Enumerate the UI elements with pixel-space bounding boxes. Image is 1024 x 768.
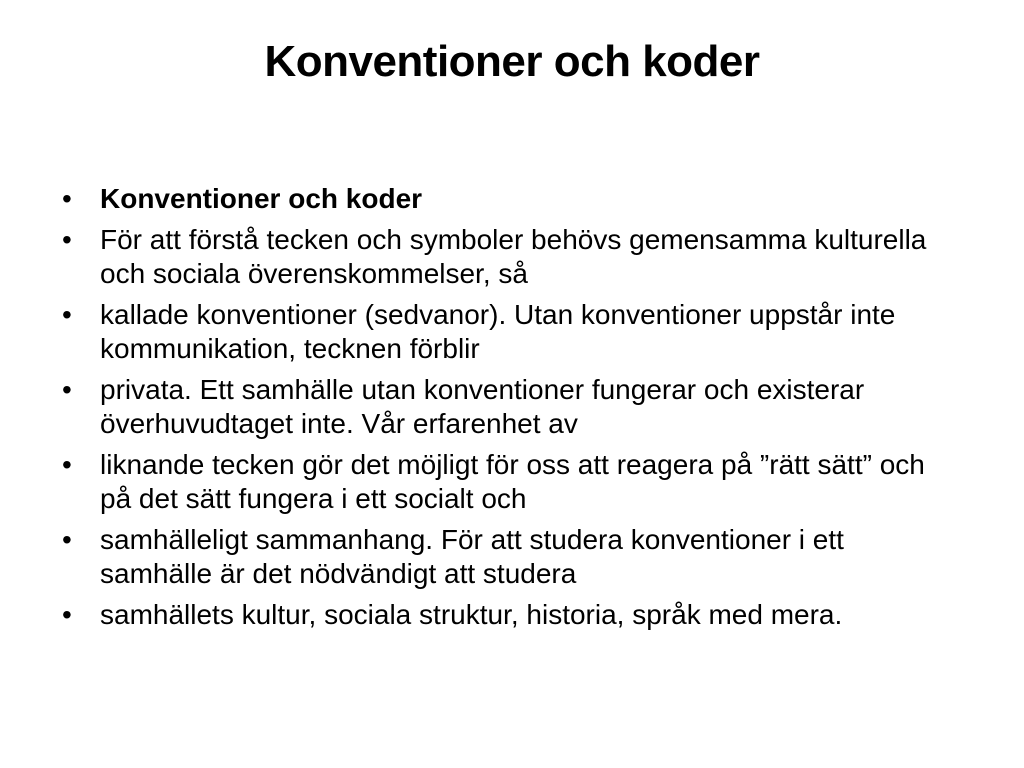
bullet-item bbox=[62, 523, 962, 591]
bullet-point-icon: • bbox=[62, 224, 72, 255]
bullet-text: privata. Ett samhälle utan konventioner fungerar och existerar överhuvudtaget inte. Vår erfarenhet av bbox=[100, 374, 865, 439]
bullet-point-icon: • bbox=[62, 299, 72, 330]
bullet-text: Konventioner och koder bbox=[100, 183, 423, 214]
bullet-text: liknande tecken gör det möjligt för oss att reagera på ”rätt sätt” och på det sätt fungera i ett socialt och bbox=[100, 449, 925, 514]
bullet-item bbox=[62, 448, 962, 516]
bullet-item bbox=[62, 373, 962, 441]
bullet-point-icon: • bbox=[62, 374, 72, 405]
slide-title: Konventioner och koder bbox=[264, 37, 760, 86]
bullet-text: samhällets kultur, sociala struktur, historia, språk med mera. bbox=[100, 599, 843, 630]
bullet-point-icon: • bbox=[62, 599, 72, 630]
bullet-item bbox=[62, 298, 962, 366]
bullet-text: samhälleligt sammanhang. För att studera konventioner i ett samhälle är det nödvändigt att studera bbox=[100, 524, 844, 589]
bullet-point-icon: • bbox=[62, 449, 72, 480]
bullet-point-icon: • bbox=[62, 524, 72, 555]
bullet-text: För att förstå tecken och symboler behövs gemensamma kulturella och sociala överenskommelser, så bbox=[100, 224, 927, 289]
bullet-point-icon: • bbox=[62, 183, 72, 214]
bullet-item bbox=[62, 182, 962, 216]
bullet-text: kallade konventioner (sedvanor). Utan konventioner uppstår inte kommunikation, tecknen förblir bbox=[100, 299, 896, 364]
bullet-item bbox=[62, 598, 962, 632]
bullet-list bbox=[62, 182, 962, 639]
bullet-item bbox=[62, 223, 962, 291]
